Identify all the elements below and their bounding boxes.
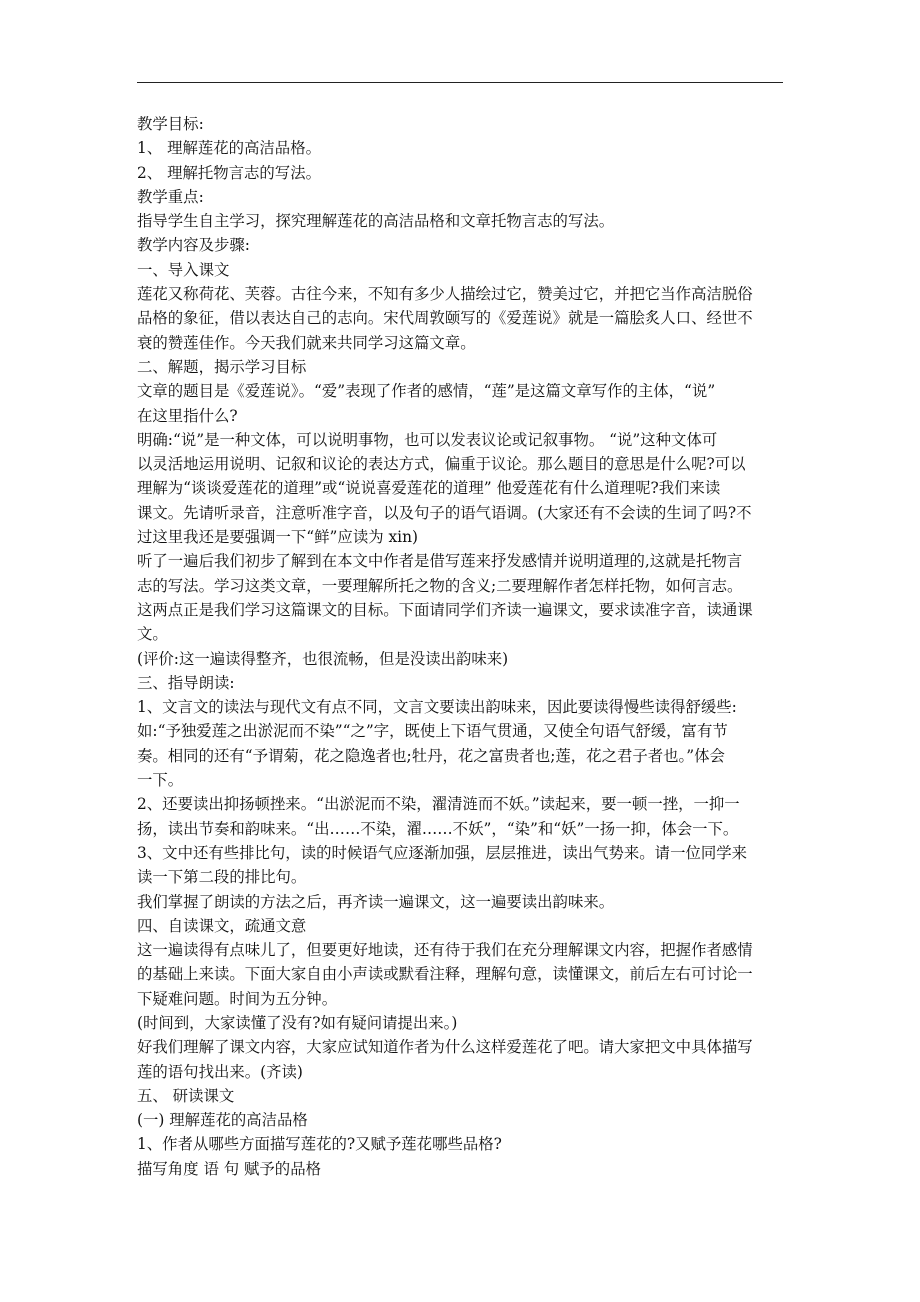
text-line: 莲的语句找出来。(齐读) [137, 1062, 303, 1081]
text-line: 一下。 [137, 771, 184, 790]
text-line: 理解为“谈谈爱莲花的道理”或“说说喜爱莲花的道理” 他爱莲花有什么道理呢?我们来读 [137, 479, 721, 498]
text-line: 1、 理解莲花的高洁品格。 [137, 139, 321, 158]
text-line: 教学目标: [137, 115, 204, 133]
text-line: 1、文言文的读法与现代文有点不同，文言文要读出韵味来，因此要读得慢些读得舒缓些: [137, 698, 737, 717]
text-line: 教学内容及步骤: [137, 236, 250, 255]
text-line: (一) 理解莲花的高洁品格 [137, 1111, 308, 1130]
text-line: 如:“予独爱莲之出淤泥而不染”“之”字，既使上下语气贯通，又使全句语气舒缓，富有节 [137, 722, 728, 741]
text-line: 品格的象征，借以表达自己的志向。宋代周敦颐写的《爱莲说》就是一篇脍炙人口、经世不 [137, 309, 753, 328]
text-line: 读一下第二段的排比句。 [137, 868, 307, 887]
text-line: 扬，读出节奏和韵味来。“出……不染，濯……不妖”，“染”和“妖”一扬一抑，体会一下。 [137, 819, 739, 838]
text-line: 1、作者从哪些方面描写莲花的?又赋予莲花哪些品格? [137, 1135, 502, 1154]
text-line: 2、 理解托物言志的写法。 [137, 163, 321, 182]
text-line: 过这里我还是要强调一下“鲜”应读为 xin) [137, 528, 419, 547]
text-line: 一、导入课文 [137, 260, 230, 279]
text-line: 文章的题目是《爱莲说》。“爱”表现了作者的感情，“莲”是这篇文章写作的主体，“说” [137, 382, 716, 401]
text-line: 2、还要读出抑扬顿挫来。“出淤泥而不染，濯清涟而不妖。”读起来，要一顿一挫，一抑一 [137, 795, 740, 814]
text-line: 我们掌握了朗读的方法之后，再齐读一遍课文，这一遍要读出韵味来。 [137, 892, 615, 911]
text-line: (评价:这一遍读得整齐，也很流畅，但是没读出韵味来) [137, 649, 509, 668]
text-line: 文。 [137, 625, 168, 644]
text-line: 听了一遍后我们初步了解到在本文中作者是借写莲来抒发感情并说明道理的,这就是托物言 [137, 552, 743, 571]
text-line: 好我们理解了课文内容，大家应试知道作者为什么这样爱莲花了吧。请大家把文中具体描写 [137, 1038, 753, 1057]
text-line: 这一遍读得有点味儿了，但要更好地读，还有待于我们在充分理解课文内容，把握作者感情 [137, 941, 753, 960]
text-line: 的基础上来读。下面大家自由小声读或默看注释，理解句意，读懂课文，前后左右可讨论一 [137, 965, 753, 984]
text-line: 描写角度 语 句 赋予的品格 [137, 1159, 321, 1178]
text-line: 以灵活地运用说明、记叙和议论的表达方式，偏重于议论。那么题目的意思是什么呢?可以 [137, 455, 746, 474]
header-rule [137, 82, 783, 83]
text-line: 四、自读课文，疏通文意 [137, 916, 307, 935]
text-line: 二、解题，揭示学习目标 [137, 357, 307, 376]
text-line: 明确:“说”是一种文体，可以说明事物，也可以发表议论或记叙事物。 “说”这种文体可 [137, 430, 718, 449]
text-line: 在这里指什么? [137, 406, 238, 425]
text-line: 衰的赞莲佳作。今天我们就来共同学习这篇文章。 [137, 333, 476, 352]
text-line: 课文。先请听录音，注意听准字音，以及句子的语气语调。(大家还有不会读的生词了吗?不 [137, 503, 752, 522]
text-line: 莲花又称荷花、芙蓉。古往今来，不知有多少人描绘过它，赞美过它，并把它当作高洁脱俗 [137, 285, 753, 304]
text-line: (时间到，大家读懂了没有?如有疑问请提出来。) [137, 1013, 458, 1032]
text-line: 教学重点: [137, 187, 204, 206]
text-line: 指导学生自主学习，探究理解莲花的高洁品格和文章托物言志的写法。 [137, 212, 615, 231]
text-line: 奏。相同的还有“予谓菊，花之隐逸者也;牡丹，花之富贵者也;莲，花之君子者也。”体会 [137, 746, 725, 765]
text-line: 这两点正是我们学习这篇课文的目标。下面请同学们齐读一遍课文，要求读准字音，读通课 [137, 600, 753, 619]
text-line: 三、指导朗读: [137, 673, 235, 692]
text-line: 下疑难问题。时间为五分钟。 [137, 989, 338, 1008]
text-line: 志的写法。学习这类文章，一要理解所托之物的含义;二要理解作者怎样托物，如何言志。 [137, 576, 743, 595]
text-line: 3、文中还有些排比句，读的时候语气应逐渐加强，层层推进，读出气势来。请一位同学来 [137, 843, 748, 862]
document-body [137, 112, 787, 1181]
text-line: 五、 研读课文 [137, 1086, 235, 1105]
